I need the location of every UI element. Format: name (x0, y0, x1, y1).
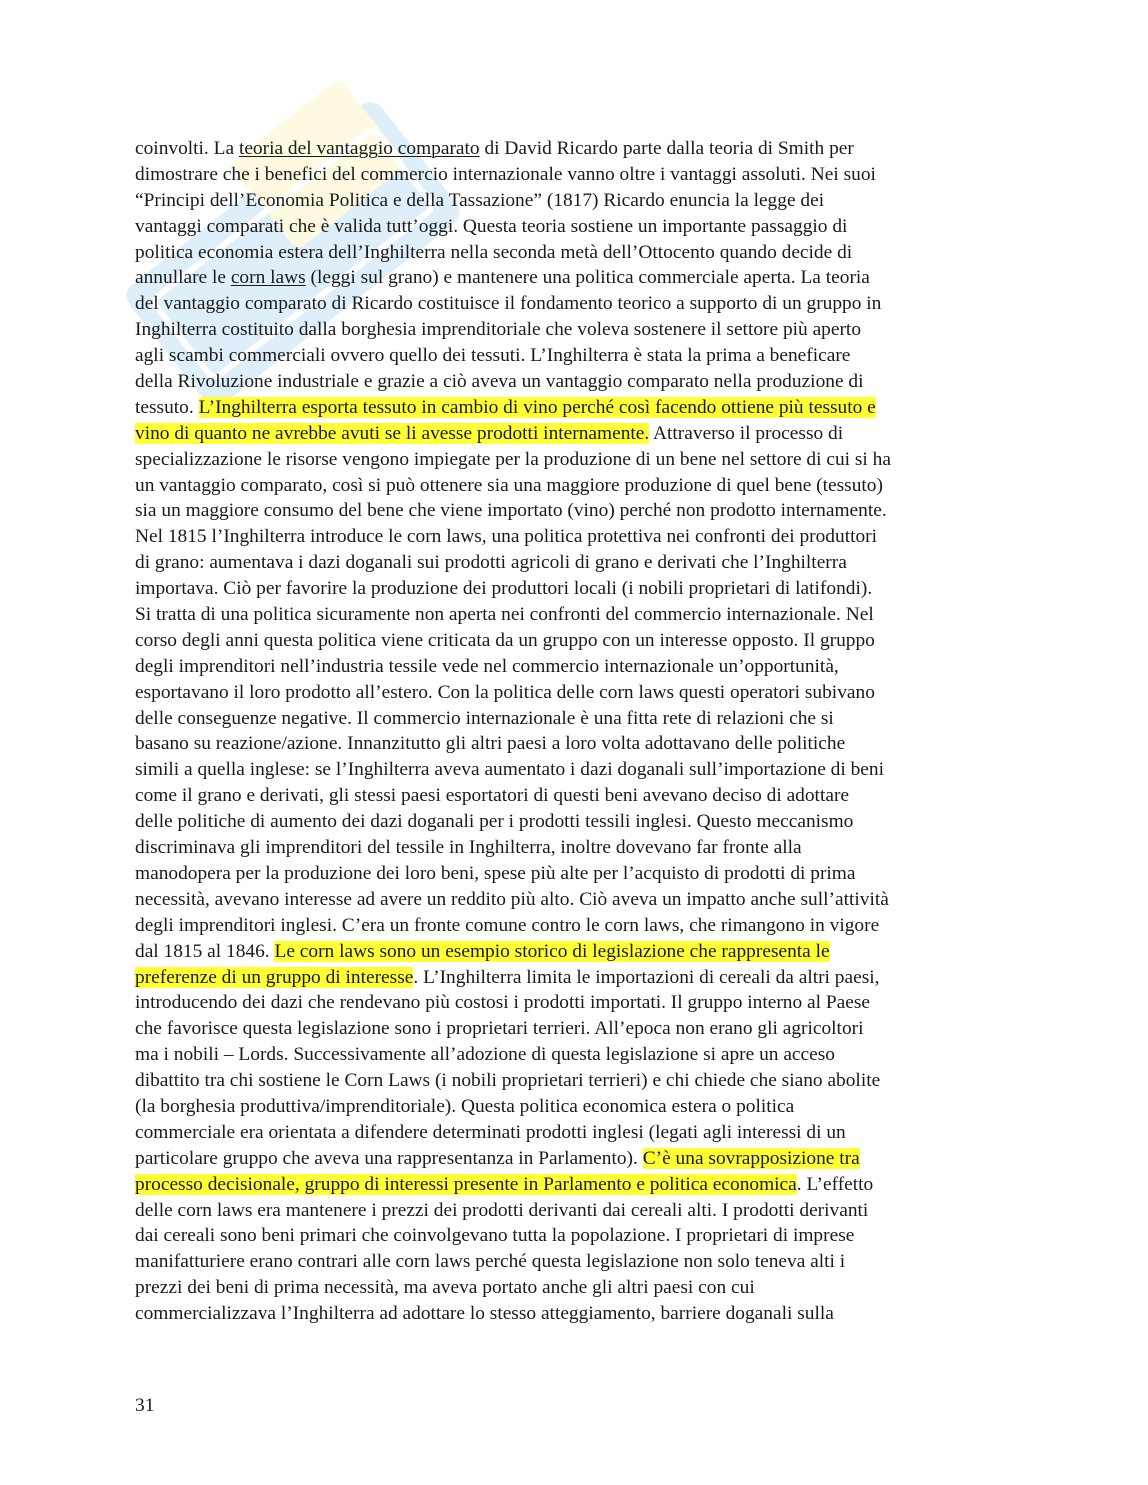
text-segment: del vantaggio comparato di Ricardo costituisce il fondamento teorico a supporto di un gruppo in (135, 293, 882, 315)
highlighted-text: processo decisionale, gruppo di interessi presente in Parlamento e politica economica (135, 1173, 797, 1195)
text-segment: “Principi dell’Economia Politica e della Tassazione” (1817) Ricardo enuncia la legge dei (135, 189, 825, 211)
text-segment: basano su reazione/azione. Innanzitutto gli altri paesi a loro volta adottavano delle politiche (135, 733, 846, 755)
text-line (135, 188, 891, 214)
text-line (135, 628, 891, 654)
text-segment: vantaggi comparati che è valida tutt’oggi. Questa teoria sostiene un importante passaggio di (135, 215, 848, 237)
text-segment: Inghilterra costituito dalla borghesia imprenditoriale che voleva sostenere il settore più aperto (135, 319, 862, 341)
text-segment: coinvolti. La (135, 138, 239, 159)
text-line (135, 395, 891, 421)
text-line (135, 1016, 891, 1042)
text-line (135, 1120, 891, 1146)
text-segment: tessuto. (135, 396, 199, 418)
text-line (135, 498, 891, 524)
text-segment: manodopera per la produzione dei loro beni, spese più alte per l’acquisto di prodotti di prima (135, 862, 856, 884)
text-line (135, 265, 891, 291)
text-segment: di grano: aumentava i dazi doganali sui prodotti agricoli di grano e derivati che l’Inghilterra (135, 552, 847, 574)
text-segment: annullare le (135, 267, 231, 289)
text-segment: necessità, avevano interesse ad avere un reddito più alto. Ciò aveva un impatto anche sull’attività (135, 888, 889, 910)
text-segment: corso degli anni questa politica viene criticata da un gruppo con un interesse opposto. Il gruppo (135, 629, 875, 651)
text-line (135, 706, 891, 732)
text-line (135, 731, 891, 757)
text-line (135, 317, 891, 343)
text-line (135, 654, 891, 680)
text-line (135, 1301, 891, 1327)
text-line (135, 680, 891, 706)
text-line (135, 1223, 891, 1249)
text-line (135, 1068, 891, 1094)
text-line (135, 1146, 891, 1172)
text-segment: degli imprenditori nell’industria tessile vede nel commercio internazionale un’opportunità, (135, 655, 839, 677)
text-segment: (leggi sul grano) e mantenere una politica commerciale aperta. La teoria (305, 267, 870, 289)
text-line (135, 1275, 891, 1301)
text-segment: ma i nobili – Lords. Successivamente all’adozione di questa legislazione si apre un acceso (135, 1044, 835, 1066)
text-segment: introducendo dei dazi che rendevano più costosi i prodotti importati. Il gruppo interno al Paese (135, 992, 871, 1014)
text-line (135, 1198, 891, 1224)
text-line (135, 1094, 891, 1120)
page-body-text (135, 136, 891, 1327)
highlighted-text: preferenze di un gruppo di interesse (135, 966, 414, 988)
text-line (135, 602, 891, 628)
text-segment: (la borghesia produttiva/imprenditoriale). Questa politica economica estera o politica (135, 1095, 795, 1117)
text-segment: dai cereali sono beni primari che coinvolgevano tutta la popolazione. I proprietari di imprese (135, 1225, 855, 1247)
text-segment: degli imprenditori inglesi. C’era un fronte comune contro le corn laws, che rimangono in vigore (135, 914, 880, 936)
text-line (135, 757, 891, 783)
text-segment: specializzazione le risorse vengono impiegate per la produzione di un bene nel settore di cui si ha (135, 448, 891, 470)
text-line (135, 136, 891, 162)
text-line (135, 369, 891, 395)
text-segment: . L’Inghilterra limita le importazioni di cereali da altri paesi, (413, 966, 880, 988)
text-segment: Attraverso il processo di (649, 422, 844, 444)
text-line (135, 240, 891, 266)
text-segment: . L’effetto (796, 1173, 874, 1195)
text-segment: della Rivoluzione industriale e grazie a ciò aveva un vantaggio comparato nella produzione di (135, 371, 864, 393)
text-line (135, 576, 891, 602)
text-segment: commerciale era orientata a difendere determinati prodotti inglesi (legati agli interessi di un (135, 1121, 846, 1143)
text-segment: Nel 1815 l’Inghilterra introduce le corn laws, una politica protettiva nei confronti dei produttori (135, 526, 878, 548)
text-line (135, 447, 891, 473)
text-line (135, 343, 891, 369)
text-line (135, 1249, 891, 1275)
text-line (135, 809, 891, 835)
text-line (135, 783, 891, 809)
text-line (135, 162, 891, 188)
text-segment: che favorisce questa legislazione sono i proprietari terrieri. All’epoca non erano gli agricoltori (135, 1018, 864, 1040)
text-segment: di David Ricardo parte dalla teoria di Smith per (479, 138, 854, 159)
text-segment: delle conseguenze negative. Il commercio internazionale è una fitta rete di relazioni che si (135, 707, 834, 729)
underlined-term: corn laws (230, 267, 306, 289)
text-segment: agli scambi commerciali ovvero quello dei tessuti. L’Inghilterra è stata la prima a beneficare (135, 345, 851, 367)
highlighted-text: Le corn laws sono un esempio storico di legislazione che rappresenta le (274, 940, 830, 962)
text-segment: sia un maggiore consumo del bene che viene importato (vino) perché non prodotto internamente. (135, 500, 887, 522)
text-line (135, 214, 891, 240)
text-segment: come il grano e derivati, gli stessi paesi esportatori di questi beni avevano deciso di adottare (135, 785, 850, 807)
text-segment: delle corn laws era mantenere i prezzi dei prodotti derivanti dai cereali alti. I prodotti derivanti (135, 1199, 869, 1221)
text-segment: dibattito tra chi sostiene le Corn Laws (i nobili proprietari terrieri) e chi chiede che siano abolite (135, 1070, 881, 1092)
underlined-term: teoria del vantaggio comparato (238, 138, 480, 159)
text-segment: politica economia estera dell’Inghilterra nella seconda metà dell’Ottocento quando decide di (135, 241, 853, 263)
text-line (135, 835, 891, 861)
text-segment: simili a quella inglese: se l’Inghilterra aveva aumentato i dazi doganali sull’importazione di beni (135, 759, 884, 781)
text-line (135, 939, 891, 965)
highlighted-text: L’Inghilterra esporta tessuto in cambio di vino perché così facendo ottiene più tessuto e (198, 396, 876, 418)
text-segment: particolare gruppo che aveva una rappresentanza in Parlamento). (135, 1147, 643, 1169)
text-line (135, 887, 891, 913)
text-segment: discriminava gli imprenditori del tessile in Inghilterra, inoltre dovevano far fronte alla (135, 837, 802, 859)
text-line (135, 1042, 891, 1068)
highlighted-text: vino di quanto ne avrebbe avuti se li avesse prodotti internamente. (135, 422, 650, 444)
text-line (135, 473, 891, 499)
text-segment: dal 1815 al 1846. (135, 940, 275, 962)
text-line (135, 965, 891, 991)
text-line (135, 990, 891, 1016)
page-number: 31 (135, 1395, 155, 1416)
text-line (135, 291, 891, 317)
text-segment: Si tratta di una politica sicuramente non aperta nei confronti del commercio internazionale. Nel (135, 604, 874, 626)
text-line (135, 1172, 891, 1198)
text-line (135, 550, 891, 576)
text-line (135, 913, 891, 939)
text-segment: manifatturiere erano contrari alle corn laws perché questa legislazione non solo teneva alti i (135, 1251, 846, 1273)
text-line (135, 421, 891, 447)
text-segment: commercializzava l’Inghilterra ad adottare lo stesso atteggiamento, barriere doganali sulla (135, 1303, 834, 1325)
highlighted-text: C’è una sovrapposizione tra (642, 1147, 860, 1169)
text-line (135, 861, 891, 887)
text-segment: delle politiche di aumento dei dazi doganali per i prodotti tessili inglesi. Questo meccanismo (135, 811, 854, 833)
text-line (135, 524, 891, 550)
text-segment: esportavano il loro prodotto all’estero. Con la politica delle corn laws questi operatori subivano (135, 681, 875, 703)
text-segment: prezzi dei beni di prima necessità, ma aveva portato anche gli altri paesi con cui (135, 1277, 755, 1299)
text-segment: un vantaggio comparato, così si può ottenere sia una maggiore produzione di quel bene (tessuto) (135, 474, 883, 496)
text-segment: dimostrare che i benefici del commercio internazionale vanno oltre i vantaggi assoluti. Nei suoi (135, 163, 876, 185)
text-segment: importava. Ciò per favorire la produzione dei produttori locali (i nobili proprietari di latifondi). (135, 578, 873, 600)
